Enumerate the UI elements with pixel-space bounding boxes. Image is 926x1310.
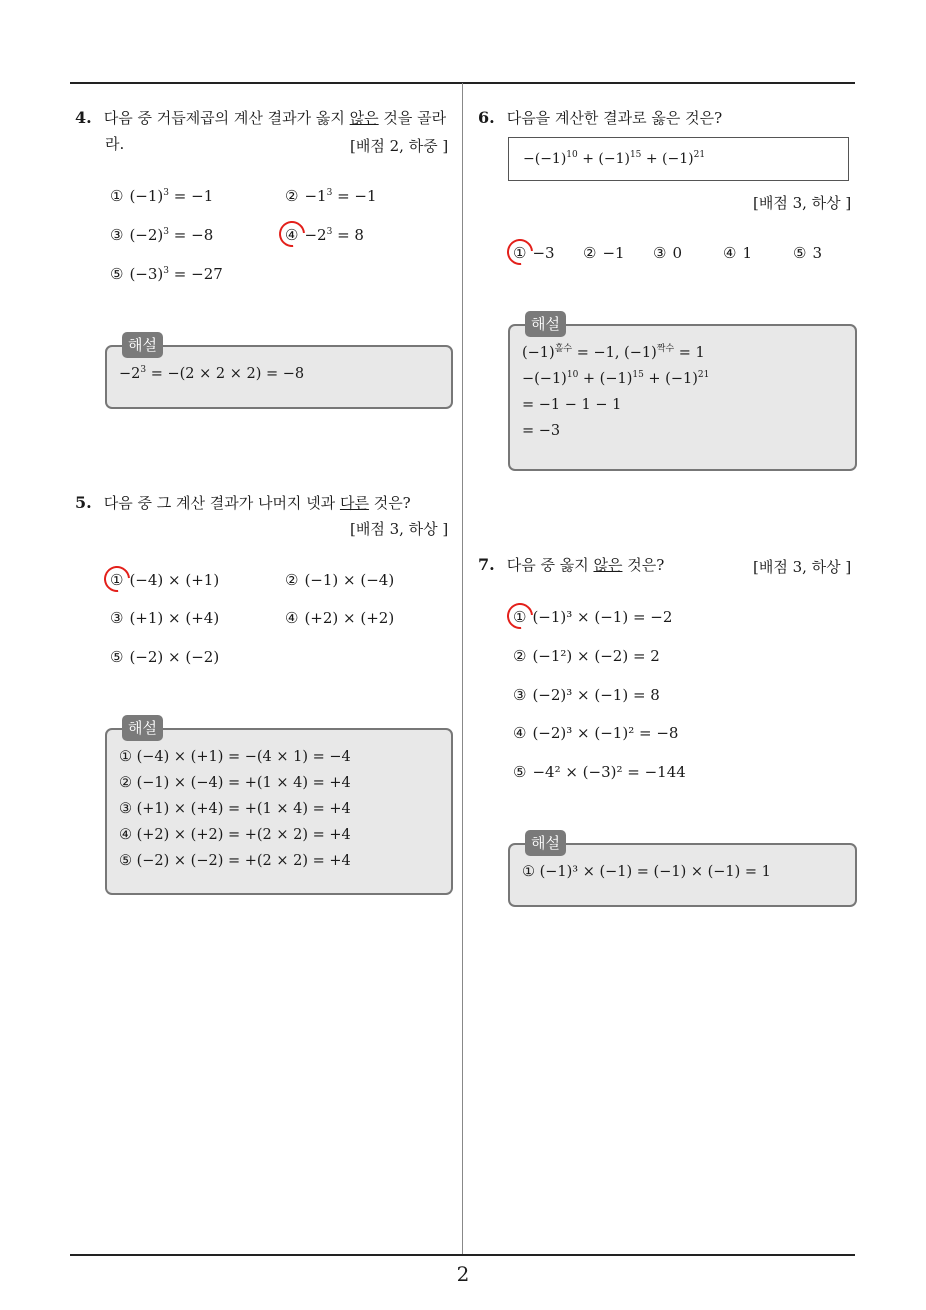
solution-line: $-2^3 = -(2 \times 2 \times 2) = -8$ — [119, 365, 305, 382]
q7-choice-3[interactable]: ③ (−2)³ × (−1) = 8 — [513, 686, 660, 704]
question-5 — [75, 490, 455, 516]
question-text-line2: 라. — [105, 135, 125, 153]
solution-line: ③ (+1) × (+4) = +(1 × 4) = +4 — [119, 801, 351, 817]
solution-line: ① (−1)³ × (−1) = (−1) × (−1) = 1 — [522, 864, 771, 880]
solution-line: ④ (+2) × (+2) = +(2 × 2) = +4 — [119, 827, 351, 843]
q5-choice-3[interactable]: ③ (+1) × (+4) — [110, 609, 220, 627]
solution-label: 해설 — [122, 715, 163, 741]
q4-choice-3[interactable]: ③ $(-2)^3 = -8$ — [110, 226, 214, 244]
q6-choice-4[interactable]: ④ 1 — [723, 244, 752, 262]
q4-choice-5[interactable]: ⑤ $(-3)^3 = -27$ — [110, 265, 223, 283]
solution-label: 해설 — [122, 332, 163, 358]
question-text: 다음을 계산한 결과로 옳은 것은? — [506, 109, 723, 127]
question-number: 6. — [478, 108, 495, 127]
q4-choice-2[interactable]: ② $-1^3 = -1$ — [285, 187, 377, 205]
solution-line: = −3 — [522, 423, 561, 439]
question-text: 다음 중 그 계산 결과가 나머지 넷과 다른 것은? — [103, 494, 411, 512]
solution-line: = −1 − 1 − 1 — [522, 397, 622, 413]
solution-line: ⑤ (−2) × (−2) = +(2 × 2) = +4 — [119, 853, 351, 869]
answer-circle-mark — [502, 234, 539, 271]
q7-choice-1[interactable]: ① (−1)³ × (−1) = −2 — [513, 608, 673, 626]
q6-choice-1[interactable]: ① −3 — [513, 244, 555, 262]
question-7 — [478, 552, 738, 578]
q5-choice-5[interactable]: ⑤ (−2) × (−2) — [110, 648, 220, 666]
q4-choice-1[interactable]: ① $(-1)^3 = -1$ — [110, 187, 214, 205]
q5-choice-1[interactable]: ① (−4) × (+1) — [110, 571, 220, 589]
q6-choice-5[interactable]: ⑤ 3 — [793, 244, 822, 262]
q6-solution-box — [508, 315, 857, 471]
question-5-meta: [배점 3, 하상 ] — [350, 520, 449, 538]
answer-circle-mark — [502, 598, 539, 635]
solution-line: $-(-1)^{10} + (-1)^{15} + (-1)^{21}$ — [522, 370, 710, 387]
question-6 — [478, 105, 858, 131]
solution-line: $(-1)^{홀수} = -1$, $(-1)^{짝수} = 1$ — [522, 344, 705, 361]
solution-label: 해설 — [525, 311, 566, 337]
bottom-rule — [70, 1254, 855, 1256]
page-number: 2 — [456, 1262, 470, 1286]
solution-label: 해설 — [525, 830, 566, 856]
q5-choice-2[interactable]: ② (−1) × (−4) — [285, 571, 395, 589]
question-4-meta: [배점 2, 하중 ] — [350, 137, 449, 155]
q7-choice-5[interactable]: ⑤ −4² × (−3)² = −144 — [513, 763, 686, 781]
question-number: 7. — [478, 555, 495, 574]
question-7-meta: [배점 3, 하상 ] — [753, 558, 852, 576]
question-text: 다음 중 거듭제곱의 계산 결과가 옳지 않은 것을 골라 — [103, 109, 447, 127]
q5-solution-box — [105, 719, 453, 895]
answer-circle-mark — [99, 561, 136, 598]
question-6-meta: [배점 3, 하상 ] — [753, 194, 852, 212]
q5-choice-4[interactable]: ④ (+2) × (+2) — [285, 609, 395, 627]
q4-solution-box — [105, 336, 453, 409]
solution-line: ① (−4) × (+1) = −(4 × 1) = −4 — [119, 749, 351, 765]
question-number: 5. — [75, 493, 92, 512]
q7-choice-4[interactable]: ④ (−2)³ × (−1)² = −8 — [513, 724, 679, 742]
question-number: 4. — [75, 108, 92, 127]
q4-choice-4[interactable]: ④ $-2^3 = 8$ — [285, 226, 364, 244]
q7-solution-box — [508, 834, 857, 907]
column-divider — [462, 83, 463, 1255]
q6-choice-3[interactable]: ③ 0 — [653, 244, 682, 262]
q6-expression-box: $-(-1)^{10} + (-1)^{15} + (-1)^{21}$ — [508, 137, 849, 181]
solution-line: ② (−1) × (−4) = +(1 × 4) = +4 — [119, 775, 351, 791]
question-text: 다음 중 옳지 않은 것은? — [506, 556, 665, 574]
q7-choice-2[interactable]: ② (−1²) × (−2) = 2 — [513, 647, 660, 665]
q6-choice-2[interactable]: ② −1 — [583, 244, 625, 262]
answer-circle-mark — [274, 216, 311, 253]
